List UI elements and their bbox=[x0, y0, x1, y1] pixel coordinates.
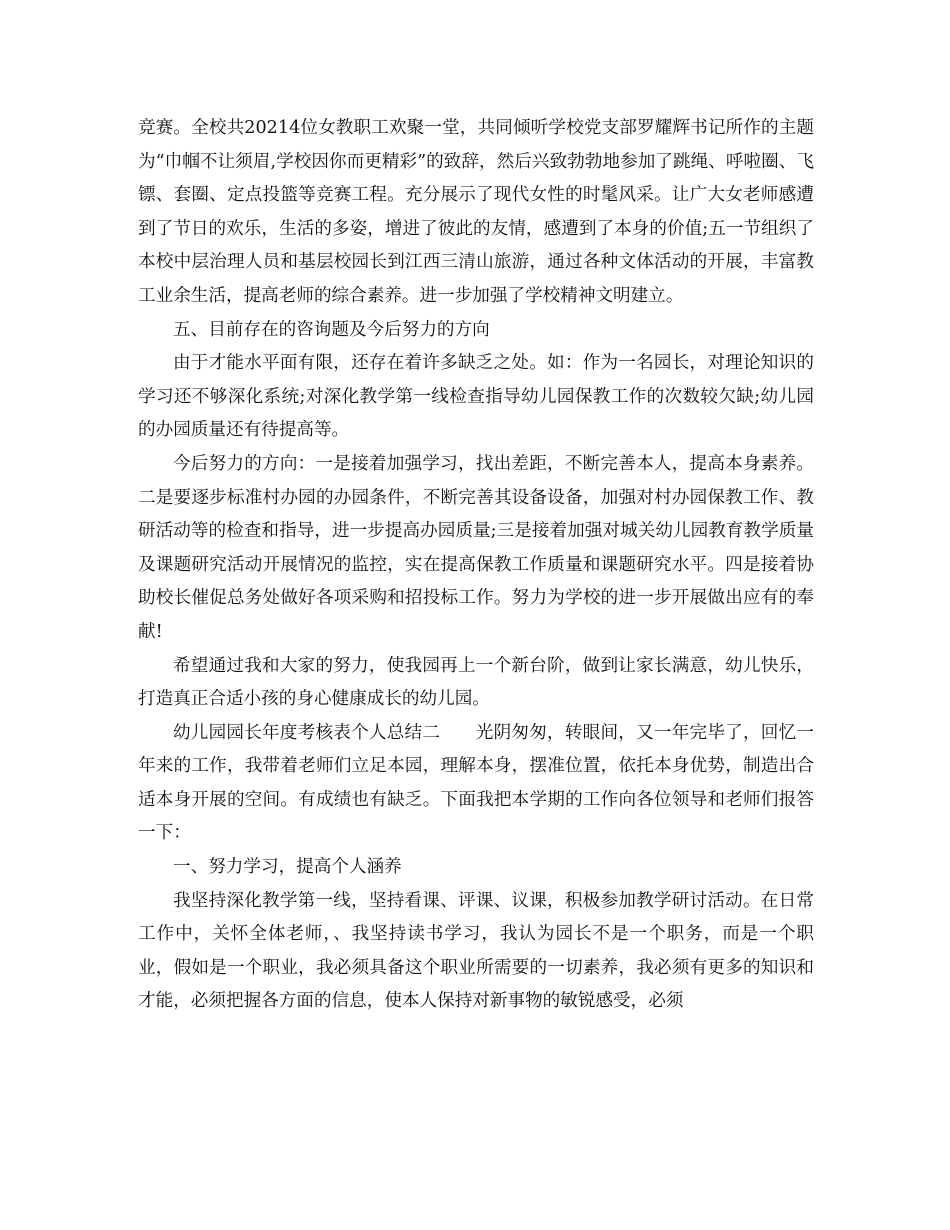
paragraph-shortcomings: 由于才能水平面有限，还存在着许多缺乏之处。如：作为一名园长，对理论知识的学习还不够深化系统;对深化教学第一线检查指导幼儿园保教工作的次数较欠缺;幼儿园的办园质量还有待提高等。 bbox=[138, 353, 814, 441]
document-body bbox=[138, 112, 814, 1019]
paragraph-summary-two-intro: 幼儿园园长年度考核表个人总结二 光阴匆匆，转眼间，又一年完毕了，回忆一年来的工作，我带着老师们立足本园，理解本身，摆准位置，依托本身优势，制造出合适本身开展的空间。有成绩也有缺乏。下面我把本学期的工作向各位领导和老师们报答一下： bbox=[138, 722, 814, 844]
paragraph-continuation: 竞赛。全校共20214位女教职工欢聚一堂，共同倾听学校党支部罗耀辉书记所作的主题为“巾帼不让须眉,学校因你而更精彩”的致辞，然后兴致勃勃地参加了跳绳、呼啦圈、飞镖、套圈、定点投篮等竞赛工程。充分展示了现代女性的时髦风采。让广大女老师感遭到了节日的欢乐，生活的多姿，增进了彼此的友情，感遭到了本身的价值;五一节组织了本校中层治理人员和基层校园长到江西三清山旅游，通过各种文体活动的开展，丰富教工业余生活，提高老师的综合素养。进一步加强了学校精神文明建立。 bbox=[138, 118, 814, 306]
section-heading-1: 一、努力学习，提高个人涵养 bbox=[173, 857, 402, 878]
paragraph-hope: 希望通过我和大家的努力，使我园再上一个新台阶，做到让家长满意，幼儿快乐，打造真正合适小孩的身心健康成长的幼儿园。 bbox=[138, 655, 814, 710]
section-heading-5: 五、目前存在的咨询题及今后努力的方向 bbox=[173, 319, 490, 340]
paragraph-future-direction: 今后努力的方向：一是接着加强学习，找出差距，不断完善本人，提高本身素养。二是要逐步标准村办园的办园条件，不断完善其设备设备，加强对村办园保教工作、教研活动等的检查和指导，进一步提高办园质量;三是接着加强对城关幼儿园教育教学质量及课题研究活动开展情况的监控，实在提高保教工作质量和课题研究水平。四是接着协助校长催促总务处做好各项采购和招投标工作。努力为学校的进一步开展做出应有的奉献! bbox=[138, 453, 814, 642]
paragraph-study: 我坚持深化教学第一线，坚持看课、评课、议课，积极参加教学研讨活动。在日常工作中，关怀全体老师，、我坚持读书学习，我认为园长不是一个职务，而是一个职业，假如是一个职业，我必须具备这个职业所需要的一切素养，我必须有更多的知识和才能，必须把握各方面的信息，使本人保持对新事物的敏锐感受，必须 bbox=[138, 890, 814, 1012]
